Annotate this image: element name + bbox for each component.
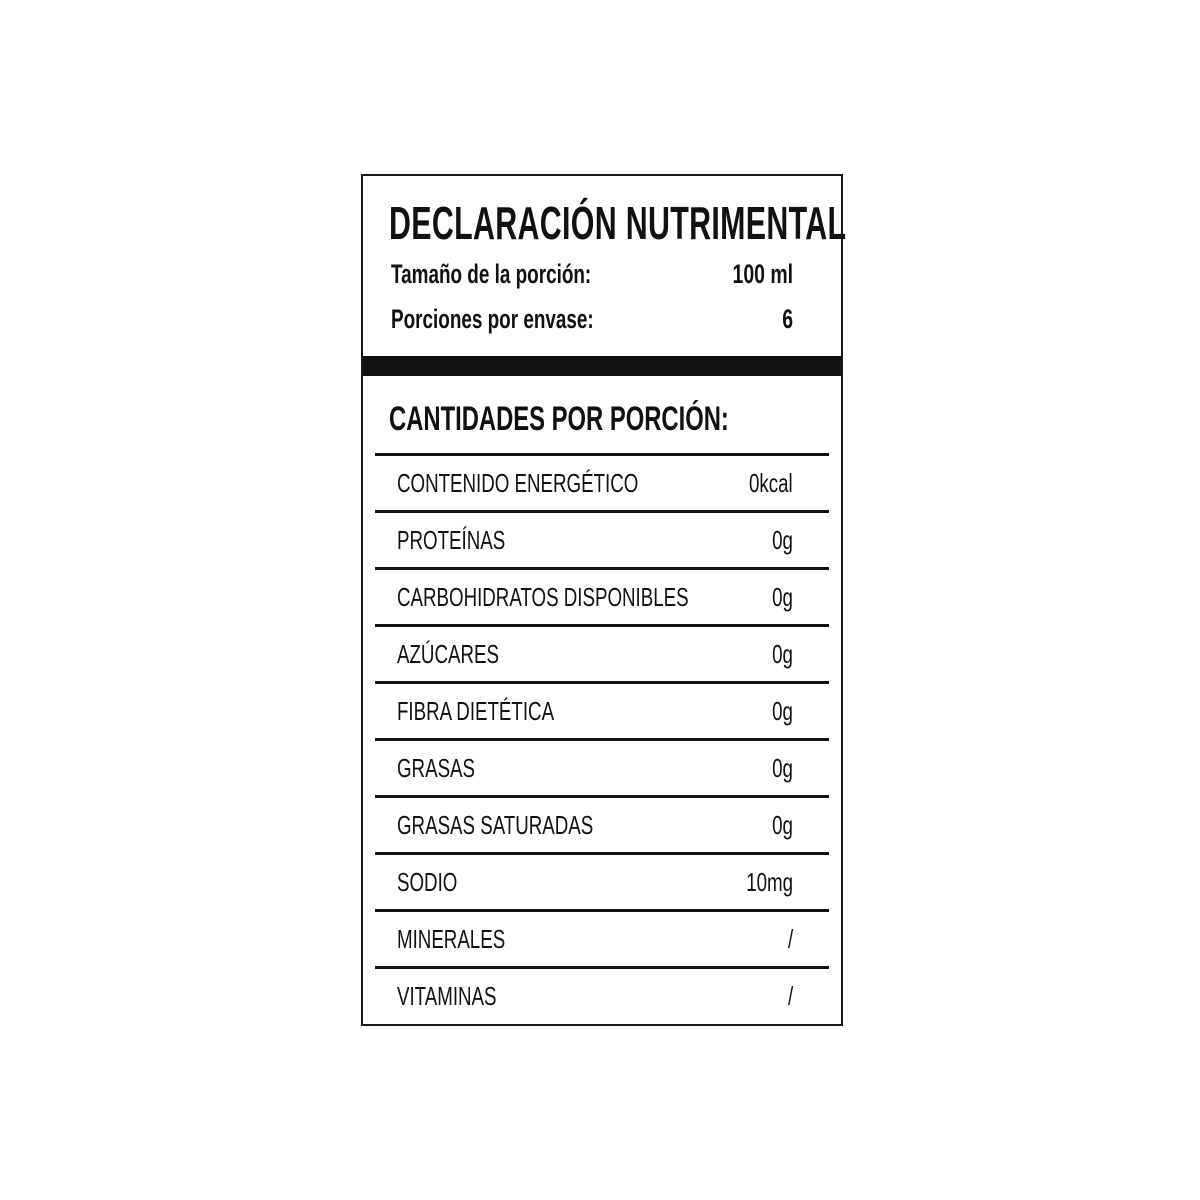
serving-size-label-text: Tamaño de la porción: xyxy=(391,259,592,289)
nutrient-name: FIBRA DIETÉTICA xyxy=(397,696,555,726)
nutrient-row xyxy=(375,966,829,1023)
nutrient-name: SODIO xyxy=(397,867,458,897)
nutrient-value: 0g xyxy=(772,696,793,726)
nutrient-row xyxy=(375,795,829,852)
nutrition-label xyxy=(361,174,847,1026)
nutrient-row xyxy=(375,681,829,738)
serving-size-row xyxy=(391,259,793,289)
servings-value-text: 6 xyxy=(782,304,793,334)
servings-label xyxy=(391,304,681,334)
nutrient-name: CARBOHIDRATOS DISPONIBLES xyxy=(397,582,689,612)
nutrient-row xyxy=(375,567,829,624)
nutrient-value: 0g xyxy=(772,810,793,840)
section-heading-text: CANTIDADES POR PORCIÓN: xyxy=(389,400,729,438)
nutrient-row xyxy=(375,909,829,966)
servings-label-text: Porciones por envase: xyxy=(391,304,594,334)
nutrient-value: 0g xyxy=(772,525,793,555)
nutrient-row xyxy=(375,624,829,681)
thick-divider xyxy=(363,356,841,376)
nutrient-value: / xyxy=(787,924,793,954)
nutrient-name: AZÚCARES xyxy=(397,639,499,669)
serving-size-value-text: 100 ml xyxy=(732,259,793,289)
nutrient-row xyxy=(375,852,829,909)
nutrient-value: / xyxy=(787,981,793,1011)
nutrient-row xyxy=(375,510,829,567)
nutrient-row xyxy=(375,738,829,795)
label-title-text: DECLARACIÓN NUTRIMENTAL xyxy=(389,197,847,249)
servings-per-container-row xyxy=(391,304,793,334)
nutrient-name: PROTEÍNAS xyxy=(397,525,506,555)
nutrient-name: GRASAS SATURADAS xyxy=(397,810,594,840)
nutrient-value: 0g xyxy=(772,582,793,612)
nutrient-value: 0g xyxy=(772,639,793,669)
nutrient-row xyxy=(375,453,829,510)
nutrient-value: 0g xyxy=(772,753,793,783)
nutrient-name: MINERALES xyxy=(397,924,506,954)
serving-size-value xyxy=(709,259,793,289)
nutrient-table xyxy=(375,453,829,1023)
nutrient-value: 0kcal xyxy=(749,468,793,498)
servings-value xyxy=(778,304,793,334)
nutrient-value: 10mg xyxy=(746,867,793,897)
label-title xyxy=(389,198,1082,248)
nutrient-name: CONTENIDO ENERGÉTICO xyxy=(397,468,639,498)
nutrient-name: GRASAS xyxy=(397,753,476,783)
section-heading xyxy=(389,401,874,437)
serving-size-label xyxy=(391,259,677,289)
nutrient-name: VITAMINAS xyxy=(397,981,497,1011)
